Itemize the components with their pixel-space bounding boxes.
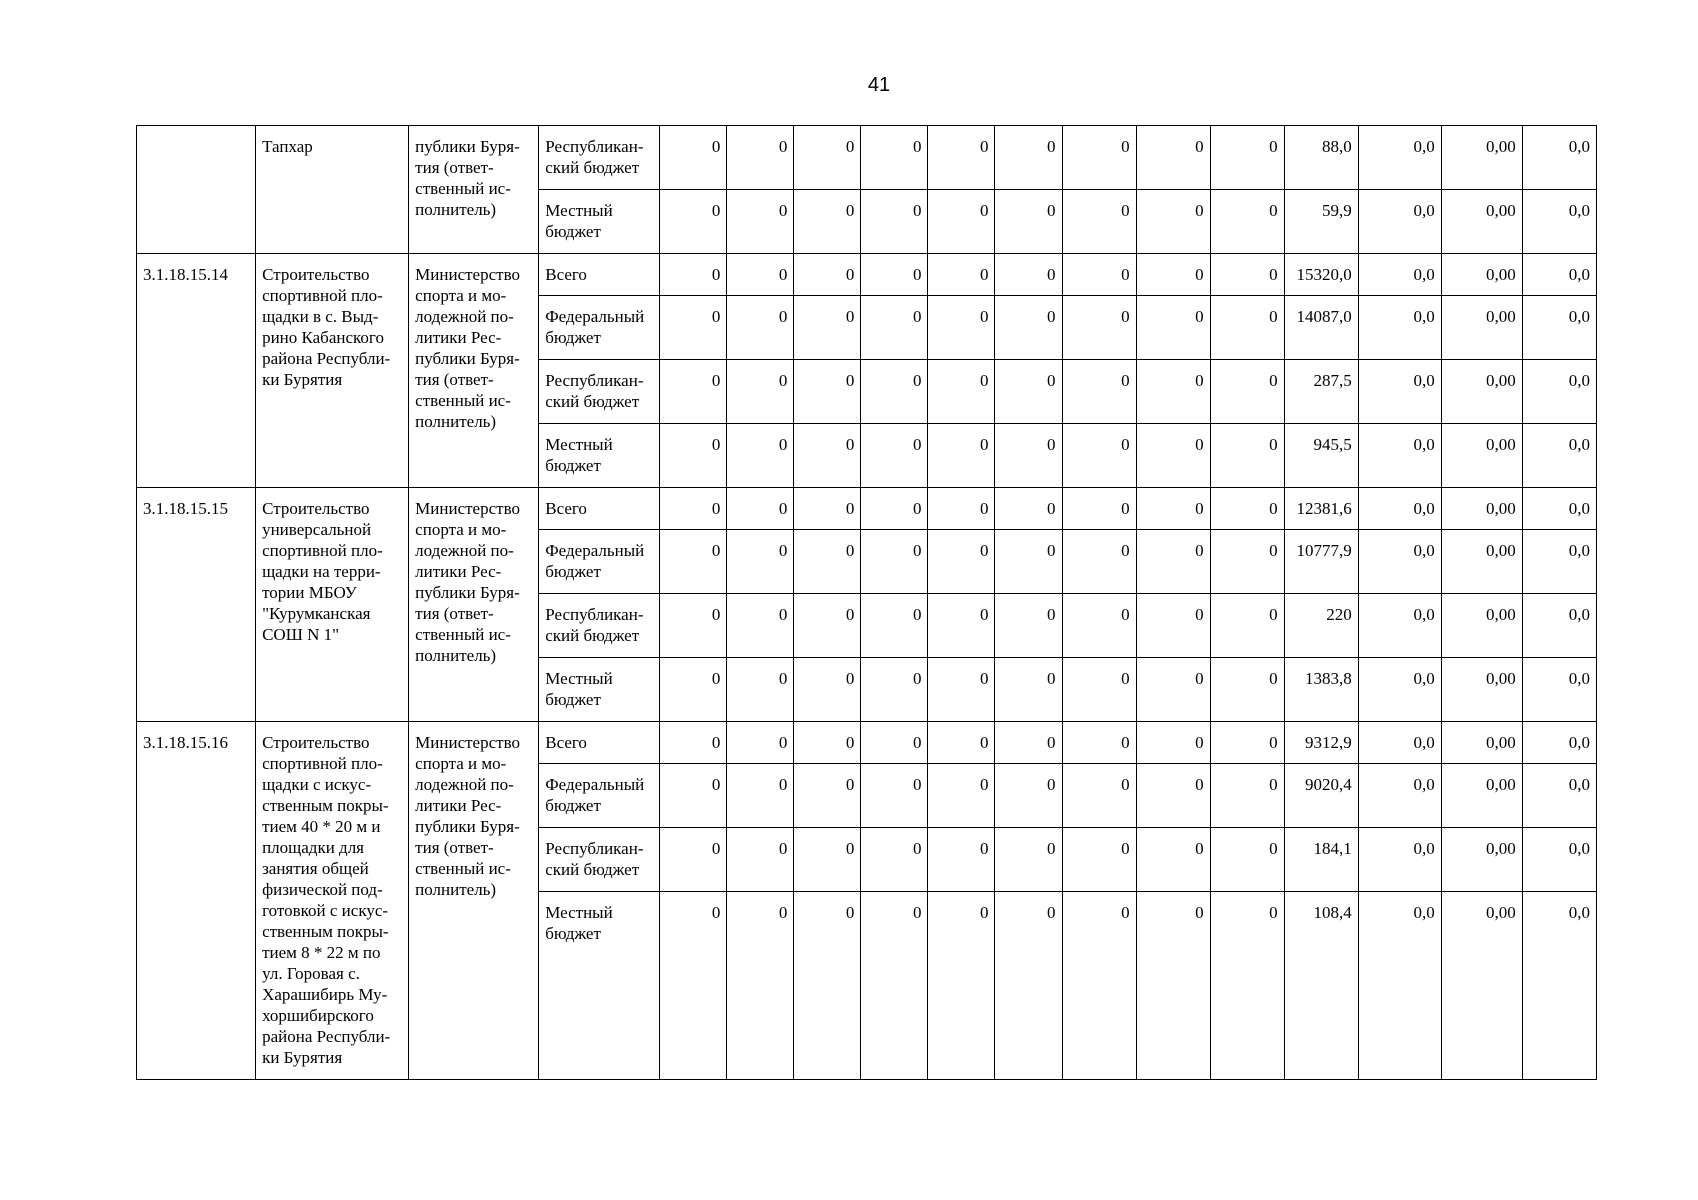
value-cell: 0 <box>1210 530 1284 594</box>
value-cell: 0,0 <box>1358 126 1441 190</box>
value-cell: 220 <box>1284 594 1358 658</box>
value-cell: 0 <box>995 892 1062 1080</box>
value-cell: 0 <box>995 594 1062 658</box>
value-cell: 0,0 <box>1522 190 1596 254</box>
funding-source-cell: Республикан- ский бюджет <box>539 360 660 424</box>
funding-source-cell: Всего <box>539 722 660 764</box>
value-cell: 0 <box>928 594 995 658</box>
value-cell: 0 <box>727 190 794 254</box>
value-cell: 0,0 <box>1522 424 1596 488</box>
value-cell: 0 <box>1210 296 1284 360</box>
value-cell: 0 <box>1062 488 1136 530</box>
value-cell: 0 <box>1062 254 1136 296</box>
value-cell: 14087,0 <box>1284 296 1358 360</box>
value-cell: 0 <box>660 892 727 1080</box>
value-cell: 0 <box>1210 424 1284 488</box>
value-cell: 0 <box>861 190 928 254</box>
value-cell: 0 <box>928 360 995 424</box>
value-cell: 0 <box>727 722 794 764</box>
value-cell: 0,00 <box>1441 190 1522 254</box>
table-row <box>137 488 1597 530</box>
value-cell: 0 <box>861 488 928 530</box>
value-cell: 0 <box>727 594 794 658</box>
value-cell: 0 <box>1062 530 1136 594</box>
value-cell: 0 <box>727 424 794 488</box>
value-cell: 0 <box>928 892 995 1080</box>
value-cell: 0 <box>1136 530 1210 594</box>
value-cell: 0 <box>1062 764 1136 828</box>
funding-source-cell: Всего <box>539 488 660 530</box>
value-cell: 0 <box>995 658 1062 722</box>
value-cell: 0 <box>727 488 794 530</box>
value-cell: 0 <box>928 254 995 296</box>
value-cell: 0 <box>861 296 928 360</box>
value-cell: 0 <box>995 190 1062 254</box>
funding-source-cell: Федеральный бюджет <box>539 530 660 594</box>
value-cell: 0 <box>861 828 928 892</box>
value-cell: 0 <box>861 126 928 190</box>
value-cell: 0 <box>794 254 861 296</box>
item-code-cell: 3.1.18.15.14 <box>137 254 256 488</box>
value-cell: 0 <box>995 424 1062 488</box>
funding-source-cell: Всего <box>539 254 660 296</box>
value-cell: 0 <box>1136 658 1210 722</box>
value-cell: 0 <box>1136 722 1210 764</box>
item-name-cell: Строительство спортивной пло- щадки в с. Выд- рино Кабанского района Республи- ки Бурятия <box>256 254 409 488</box>
value-cell: 0 <box>928 190 995 254</box>
value-cell: 0,00 <box>1441 296 1522 360</box>
value-cell: 0 <box>794 828 861 892</box>
value-cell: 0 <box>1210 594 1284 658</box>
funding-source-cell: Местный бюджет <box>539 190 660 254</box>
value-cell: 0,0 <box>1522 892 1596 1080</box>
value-cell: 0 <box>995 360 1062 424</box>
table-body <box>137 126 1597 1080</box>
value-cell: 0,0 <box>1522 254 1596 296</box>
value-cell: 0 <box>794 892 861 1080</box>
value-cell: 0 <box>861 530 928 594</box>
value-cell: 0 <box>861 424 928 488</box>
value-cell: 0 <box>1136 296 1210 360</box>
value-cell: 0 <box>1210 658 1284 722</box>
value-cell: 0 <box>794 530 861 594</box>
value-cell: 0 <box>1062 658 1136 722</box>
value-cell: 0,00 <box>1441 892 1522 1080</box>
value-cell: 9312,9 <box>1284 722 1358 764</box>
value-cell: 0 <box>1062 360 1136 424</box>
value-cell: 0 <box>995 296 1062 360</box>
value-cell: 0 <box>861 594 928 658</box>
funding-source-cell: Республикан- ский бюджет <box>539 594 660 658</box>
value-cell: 0,0 <box>1358 424 1441 488</box>
value-cell: 0 <box>995 722 1062 764</box>
value-cell: 0 <box>1062 296 1136 360</box>
value-cell: 0,0 <box>1522 488 1596 530</box>
value-cell: 0 <box>727 530 794 594</box>
value-cell: 0 <box>660 190 727 254</box>
value-cell: 0,0 <box>1358 764 1441 828</box>
value-cell: 0,00 <box>1441 828 1522 892</box>
value-cell: 0,00 <box>1441 488 1522 530</box>
table-row <box>137 126 1597 190</box>
value-cell: 0 <box>727 126 794 190</box>
funding-source-cell: Местный бюджет <box>539 658 660 722</box>
value-cell: 0 <box>660 594 727 658</box>
value-cell: 0 <box>928 722 995 764</box>
value-cell: 0,0 <box>1358 190 1441 254</box>
value-cell: 0 <box>928 296 995 360</box>
value-cell: 0 <box>794 658 861 722</box>
value-cell: 0 <box>861 254 928 296</box>
value-cell: 12381,6 <box>1284 488 1358 530</box>
value-cell: 0 <box>1210 722 1284 764</box>
value-cell: 0,0 <box>1358 594 1441 658</box>
funding-source-cell: Местный бюджет <box>539 892 660 1080</box>
value-cell: 0 <box>1062 126 1136 190</box>
value-cell: 0 <box>1136 488 1210 530</box>
value-cell: 0,0 <box>1358 254 1441 296</box>
value-cell: 0 <box>660 254 727 296</box>
value-cell: 0 <box>1136 594 1210 658</box>
value-cell: 0 <box>928 126 995 190</box>
value-cell: 0 <box>1062 828 1136 892</box>
value-cell: 0 <box>1136 424 1210 488</box>
table-row <box>137 722 1597 764</box>
value-cell: 0 <box>1136 254 1210 296</box>
value-cell: 0,00 <box>1441 530 1522 594</box>
value-cell: 0 <box>727 254 794 296</box>
value-cell: 0,00 <box>1441 658 1522 722</box>
value-cell: 0 <box>861 892 928 1080</box>
value-cell: 0 <box>995 126 1062 190</box>
value-cell: 0 <box>660 126 727 190</box>
value-cell: 0,0 <box>1358 722 1441 764</box>
value-cell: 0 <box>794 296 861 360</box>
value-cell: 0 <box>660 764 727 828</box>
value-cell: 1383,8 <box>1284 658 1358 722</box>
value-cell: 0,00 <box>1441 722 1522 764</box>
value-cell: 9020,4 <box>1284 764 1358 828</box>
value-cell: 0 <box>727 658 794 722</box>
value-cell: 0,00 <box>1441 254 1522 296</box>
item-name-cell: Строительство универсальной спортивной пло- щадки на терри- тории МБОУ "Курумканская СОШ N 1" <box>256 488 409 722</box>
value-cell: 0 <box>1210 764 1284 828</box>
value-cell: 88,0 <box>1284 126 1358 190</box>
value-cell: 0 <box>794 190 861 254</box>
value-cell: 0,0 <box>1358 828 1441 892</box>
value-cell: 0 <box>1062 424 1136 488</box>
value-cell: 59,9 <box>1284 190 1358 254</box>
value-cell: 0 <box>660 722 727 764</box>
value-cell: 0 <box>1062 892 1136 1080</box>
value-cell: 0 <box>660 488 727 530</box>
funding-source-cell: Местный бюджет <box>539 424 660 488</box>
funding-source-cell: Федеральный бюджет <box>539 296 660 360</box>
item-code-cell: 3.1.18.15.15 <box>137 488 256 722</box>
value-cell: 0 <box>727 296 794 360</box>
value-cell: 0,00 <box>1441 764 1522 828</box>
value-cell: 0 <box>861 658 928 722</box>
value-cell: 0 <box>995 828 1062 892</box>
value-cell: 0,00 <box>1441 594 1522 658</box>
value-cell: 0 <box>1136 764 1210 828</box>
value-cell: 0 <box>727 892 794 1080</box>
value-cell: 0 <box>1210 488 1284 530</box>
value-cell: 0 <box>1210 190 1284 254</box>
value-cell: 0 <box>928 424 995 488</box>
value-cell: 0 <box>1210 360 1284 424</box>
executor-cell: Министерство спорта и мо- лодежной по- литики Рес- публики Буря- тия (ответ- ственный ис- полнитель) <box>409 254 539 488</box>
value-cell: 15320,0 <box>1284 254 1358 296</box>
value-cell: 0,0 <box>1522 658 1596 722</box>
value-cell: 0,00 <box>1441 126 1522 190</box>
value-cell: 945,5 <box>1284 424 1358 488</box>
value-cell: 0,0 <box>1522 764 1596 828</box>
value-cell: 0 <box>660 296 727 360</box>
value-cell: 0,0 <box>1522 360 1596 424</box>
executor-cell: Министерство спорта и мо- лодежной по- литики Рес- публики Буря- тия (ответ- ственный ис- полнитель) <box>409 722 539 1080</box>
value-cell: 0 <box>928 764 995 828</box>
value-cell: 0 <box>1062 190 1136 254</box>
value-cell: 0,0 <box>1522 296 1596 360</box>
value-cell: 0 <box>928 488 995 530</box>
value-cell: 0,0 <box>1358 658 1441 722</box>
value-cell: 0 <box>928 658 995 722</box>
executor-cell: Министерство спорта и мо- лодежной по- литики Рес- публики Буря- тия (ответ- ственный ис- полнитель) <box>409 488 539 722</box>
value-cell: 0,0 <box>1358 488 1441 530</box>
value-cell: 0 <box>794 424 861 488</box>
item-code-cell <box>137 126 256 254</box>
value-cell: 0 <box>1210 126 1284 190</box>
value-cell: 10777,9 <box>1284 530 1358 594</box>
funding-source-cell: Федеральный бюджет <box>539 764 660 828</box>
value-cell: 0 <box>727 764 794 828</box>
item-name-cell: Тапхар <box>256 126 409 254</box>
item-code-cell: 3.1.18.15.16 <box>137 722 256 1080</box>
page-number: 41 <box>867 74 891 96</box>
value-cell: 0 <box>727 828 794 892</box>
value-cell: 0 <box>1062 722 1136 764</box>
value-cell: 0,00 <box>1441 424 1522 488</box>
value-cell: 0,00 <box>1441 360 1522 424</box>
value-cell: 0 <box>1136 892 1210 1080</box>
value-cell: 0,0 <box>1522 722 1596 764</box>
value-cell: 184,1 <box>1284 828 1358 892</box>
executor-cell: публики Буря- тия (ответ- ственный ис- полнитель) <box>409 126 539 254</box>
value-cell: 0 <box>660 828 727 892</box>
value-cell: 0 <box>794 488 861 530</box>
value-cell: 287,5 <box>1284 360 1358 424</box>
value-cell: 0 <box>861 722 928 764</box>
value-cell: 0,0 <box>1522 828 1596 892</box>
value-cell: 108,4 <box>1284 892 1358 1080</box>
value-cell: 0,0 <box>1522 530 1596 594</box>
funding-source-cell: Республикан- ский бюджет <box>539 828 660 892</box>
table-row <box>137 254 1597 296</box>
value-cell: 0 <box>794 360 861 424</box>
value-cell: 0 <box>660 424 727 488</box>
value-cell: 0 <box>1062 594 1136 658</box>
value-cell: 0,0 <box>1358 360 1441 424</box>
budget-table <box>136 125 1597 1080</box>
value-cell: 0 <box>794 594 861 658</box>
value-cell: 0 <box>995 530 1062 594</box>
value-cell: 0,0 <box>1358 892 1441 1080</box>
value-cell: 0 <box>1210 828 1284 892</box>
value-cell: 0,0 <box>1358 296 1441 360</box>
value-cell: 0 <box>995 254 1062 296</box>
funding-source-cell: Республикан- ский бюджет <box>539 126 660 190</box>
value-cell: 0 <box>1136 360 1210 424</box>
value-cell: 0,0 <box>1522 594 1596 658</box>
value-cell: 0 <box>794 764 861 828</box>
value-cell: 0 <box>794 126 861 190</box>
value-cell: 0 <box>727 360 794 424</box>
value-cell: 0 <box>1210 254 1284 296</box>
value-cell: 0 <box>1136 190 1210 254</box>
value-cell: 0 <box>660 530 727 594</box>
value-cell: 0 <box>794 722 861 764</box>
value-cell: 0 <box>995 488 1062 530</box>
value-cell: 0,0 <box>1358 530 1441 594</box>
value-cell: 0 <box>861 360 928 424</box>
value-cell: 0 <box>1136 828 1210 892</box>
value-cell: 0 <box>995 764 1062 828</box>
value-cell: 0 <box>1210 892 1284 1080</box>
item-name-cell: Строительство спортивной пло- щадки с искус- ственным покры- тием 40 * 20 м и площадки для занятия общей физической под- готовкой с искус- ственным покры- тием 8 * 22 м по ул. Горовая с. Харашибирь Му- хоршибирского района Республи- ки Бурятия <box>256 722 409 1080</box>
value-cell: 0 <box>861 764 928 828</box>
value-cell: 0 <box>928 828 995 892</box>
value-cell: 0 <box>660 360 727 424</box>
value-cell: 0 <box>660 658 727 722</box>
value-cell: 0,0 <box>1522 126 1596 190</box>
value-cell: 0 <box>928 530 995 594</box>
value-cell: 0 <box>1136 126 1210 190</box>
